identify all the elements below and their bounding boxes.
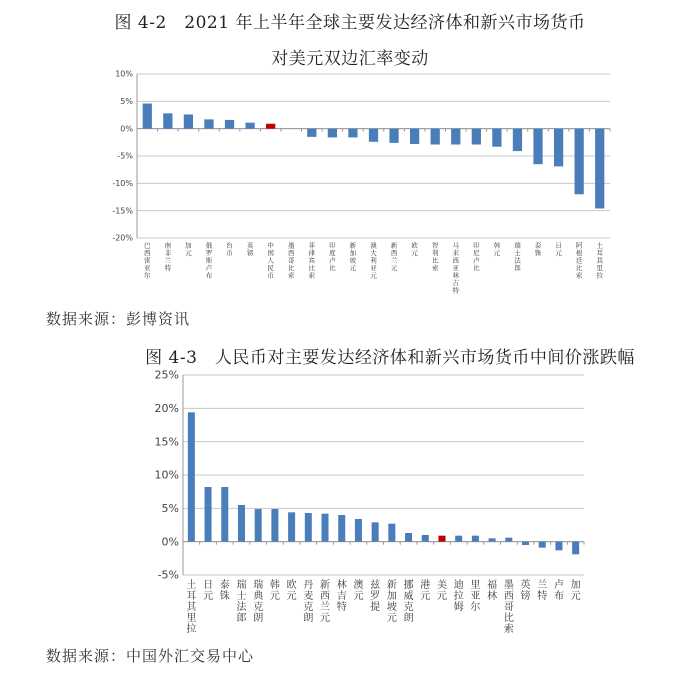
- x-category-label: 马来西亚林吉特: [452, 241, 460, 295]
- bar: [572, 542, 579, 555]
- bar: [188, 412, 195, 541]
- x-category-label: 智利比索: [431, 241, 439, 272]
- figure1-title-line2: 对美元双边汇率变动: [271, 49, 429, 69]
- y-tick-label: -20%: [112, 233, 133, 243]
- figure1-title-line1: 图 4-2 2021 年上半年全球主要发达经济体和新兴市场货币: [114, 13, 586, 33]
- x-category-label: 新西兰元: [390, 241, 398, 272]
- bar: [225, 120, 234, 129]
- x-category-label: 林吉特: [336, 580, 347, 613]
- bar: [355, 519, 362, 542]
- x-category-label: 土耳其里拉: [186, 580, 197, 634]
- figure2-bar-chart: [0, 362, 700, 634]
- x-category-label: 新西兰元: [320, 580, 331, 624]
- y-tick-label: 10%: [154, 468, 179, 482]
- bar: [595, 129, 604, 209]
- y-tick-label: 10%: [115, 69, 133, 79]
- y-tick-label: -15%: [112, 206, 133, 216]
- x-category-label: 澳元: [353, 580, 364, 602]
- x-category-label: 阿根廷比索: [575, 241, 583, 280]
- highlighted-bar: [266, 124, 275, 129]
- bar: [245, 123, 254, 129]
- bar: [431, 129, 440, 145]
- bar: [492, 129, 501, 147]
- bar: [204, 119, 213, 128]
- x-category-label: 新加坡元: [349, 241, 357, 272]
- y-tick-label: 25%: [154, 368, 179, 382]
- bar: [348, 129, 357, 138]
- y-tick-label: -5%: [117, 151, 133, 161]
- bar: [575, 129, 584, 195]
- bar: [389, 129, 398, 143]
- figure1-source: 数据来源：彭博资讯: [46, 310, 191, 328]
- x-category-label: 泰铢: [219, 580, 230, 602]
- bar: [369, 129, 378, 142]
- bar: [238, 505, 245, 542]
- y-tick-label: 20%: [154, 402, 179, 415]
- x-category-label: 加元: [185, 241, 192, 257]
- y-tick-label: 15%: [154, 435, 179, 449]
- x-category-label: 迪拉姆: [453, 580, 464, 613]
- bar: [555, 542, 562, 551]
- bar: [422, 535, 429, 542]
- bar: [554, 129, 563, 167]
- bar: [455, 536, 462, 542]
- x-category-label: 巴西雷亚尔: [144, 241, 151, 280]
- x-category-label: 挪威克朗: [403, 580, 414, 624]
- x-category-label: 墨西哥比索: [287, 241, 295, 280]
- x-category-label: 加元: [570, 580, 581, 602]
- bar: [489, 538, 496, 541]
- bar: [505, 538, 512, 542]
- highlighted-bar: [438, 536, 445, 542]
- x-category-label: 日元: [203, 580, 214, 602]
- bar: [307, 129, 316, 137]
- x-category-label: 新加坡元: [386, 580, 397, 624]
- x-category-label: 日元: [555, 241, 562, 257]
- y-tick-label: -10%: [112, 179, 133, 188]
- x-category-label: 福林: [487, 580, 498, 602]
- bar: [533, 129, 542, 165]
- x-category-label: 美元: [436, 580, 447, 602]
- bar: [322, 514, 329, 542]
- bar: [539, 542, 546, 548]
- x-category-label: 英镑: [520, 580, 531, 602]
- bar: [410, 129, 419, 144]
- figure2-title: 图 4-3 人民币对主要发达经济体和新兴市场货币中间价涨跌幅: [145, 348, 635, 368]
- bar: [271, 509, 278, 542]
- bar: [288, 512, 295, 541]
- bar: [513, 129, 522, 151]
- bar: [184, 114, 193, 128]
- y-tick-label: 5%: [120, 97, 133, 106]
- x-category-label: 韩元: [493, 241, 501, 257]
- y-tick-label: 5%: [161, 502, 179, 515]
- x-category-label: 南非兰特: [164, 241, 172, 272]
- x-category-label: 兹罗提: [370, 580, 381, 613]
- x-category-label: 欧元: [411, 241, 418, 257]
- bar: [405, 533, 412, 542]
- y-tick-label: 0%: [120, 124, 133, 134]
- x-category-label: 俄罗斯卢布: [205, 241, 213, 280]
- bar: [472, 129, 481, 145]
- bar: [255, 509, 262, 542]
- x-category-label: 印度卢比: [329, 241, 336, 272]
- bar: [163, 113, 172, 128]
- x-category-label: 土耳其里拉: [596, 241, 603, 280]
- x-category-label: 印尼卢比: [473, 241, 480, 272]
- bar: [388, 524, 395, 542]
- x-category-label: 欧元: [286, 580, 297, 602]
- bar: [472, 536, 479, 542]
- bar: [305, 513, 312, 542]
- bar: [328, 129, 337, 138]
- x-category-label: 兰特: [537, 580, 548, 602]
- x-category-label: 墨西哥比索: [503, 580, 514, 634]
- bar: [143, 104, 152, 129]
- bar: [221, 487, 228, 542]
- x-category-label: 丹麦克朗: [303, 580, 314, 624]
- x-category-label: 菲律宾比索: [308, 241, 316, 280]
- figure1-bar-chart: [0, 60, 700, 300]
- x-category-label: 瑞典克朗: [253, 580, 264, 624]
- y-tick-label: 0%: [161, 535, 179, 549]
- bar: [451, 129, 460, 145]
- x-category-label: 泰铢: [534, 241, 542, 257]
- x-category-label: 瑞士法郎: [514, 241, 521, 272]
- x-category-label: 里亚尔: [470, 580, 481, 613]
- x-category-label: 港元: [420, 580, 431, 602]
- x-category-label: 卢布: [553, 580, 564, 602]
- x-category-label: 中国人民币: [267, 241, 274, 280]
- figure2-source: 数据来源：中国外汇交易中心: [46, 647, 255, 665]
- y-tick-label: -5%: [157, 568, 179, 582]
- x-category-label: 澳大利亚元: [370, 241, 377, 280]
- bar: [522, 542, 529, 545]
- x-category-label: 瑞士法郎: [236, 580, 247, 624]
- x-category-label: 英镑: [246, 241, 254, 257]
- x-category-label: 韩元: [269, 580, 280, 602]
- bar: [205, 487, 212, 542]
- x-category-label: 台币: [226, 241, 233, 257]
- bar: [338, 515, 345, 542]
- bar: [372, 522, 379, 541]
